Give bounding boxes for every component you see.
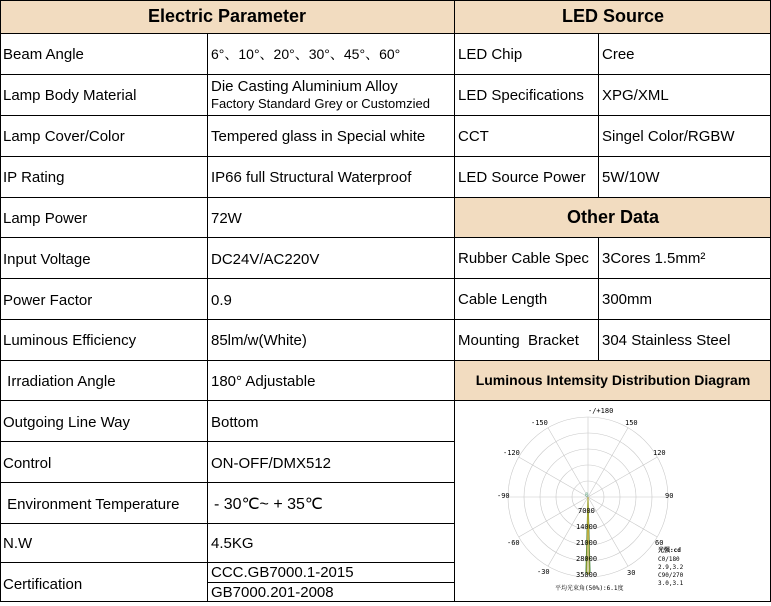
cct-value: Singel Color/RGBW <box>602 127 735 145</box>
body-material-line2: Factory Standard Grey or Customzied <box>211 96 430 111</box>
irradiation-value: 180° Adjustable <box>211 372 316 390</box>
nw-value: 4.5KG <box>211 535 254 552</box>
legend-unit: 光强:cd <box>658 547 681 554</box>
ring-label-28000: 28000 <box>576 555 598 563</box>
polar-spoke <box>519 457 588 497</box>
luminous-header-text: Luminous Intemsity Distribution Diagram <box>475 372 751 388</box>
bracket-value: 304 Stainless Steel <box>602 331 731 349</box>
polar-spoke <box>588 457 657 497</box>
polar-labels <box>497 407 684 592</box>
body-material-label: Lamp Body Material <box>3 86 137 104</box>
polar-spoke <box>588 428 628 497</box>
angle-label-neg90: -90 <box>497 492 510 500</box>
ring-label-21000: 21000 <box>576 539 598 547</box>
luminous-header <box>455 360 771 400</box>
power-factor-label: Power Factor <box>3 291 93 309</box>
voltage-value: DC24V/AC220V <box>211 250 320 268</box>
electric-header-text: Electric Parameter <box>147 6 307 26</box>
polar-spoke <box>548 428 588 497</box>
angle-label-neg120: -120 <box>503 449 520 457</box>
cover-value: Tempered glass in Special white <box>211 127 426 145</box>
outgoing-label: Outgoing Line Way <box>3 413 131 431</box>
env-temp-label: Environment Temperature <box>3 495 180 513</box>
ip-label: IP Rating <box>3 168 65 186</box>
power-factor-value: 0.9 <box>211 291 232 309</box>
led-source-header <box>455 0 771 33</box>
polar-diagram-svg <box>455 400 770 601</box>
led-spec-label: LED Specifications <box>458 86 584 104</box>
cert-value-1: CCC.GB7000.1-2015 <box>211 564 354 581</box>
angle-label-150: 150 <box>625 419 638 427</box>
cert-label: Certification <box>3 576 83 593</box>
efficiency-label: Luminous Efficiency <box>3 331 137 349</box>
ring-label-35000: 35000 <box>576 571 598 579</box>
angle-label-180: -/+180 <box>588 407 614 415</box>
beam-angle-value: 6°、10°、20°、30°、45°、60° <box>211 46 401 62</box>
angle-label-neg30: -30 <box>537 568 550 576</box>
power-label: Lamp Power <box>3 209 88 227</box>
power-value: 72W <box>211 209 242 227</box>
cable-spec-label: Rubber Cable Spec <box>458 249 589 267</box>
other-data-header-text: Other Data <box>566 206 660 227</box>
cover-label: Lamp Cover/Color <box>3 127 125 145</box>
ip-value: IP66 full Structural Waterproof <box>211 168 412 186</box>
led-chip-label: LED Chip <box>458 45 523 63</box>
nw-label: N.W <box>3 535 33 552</box>
ring-label-7000: 7000 <box>578 507 595 515</box>
cct-label: CCT <box>458 127 489 145</box>
angle-label-90: 90 <box>665 492 674 500</box>
led-source-header-text: LED Source <box>561 6 665 26</box>
ring-label-14000: 14000 <box>576 523 598 531</box>
cable-length-label: Cable Length <box>458 290 548 308</box>
beam-angle-label: Beam Angle <box>3 45 84 63</box>
control-label: Control <box>3 454 52 472</box>
angle-label-0: 0 <box>585 492 589 499</box>
led-power-value: 5W/10W <box>602 168 660 186</box>
other-data-header <box>455 197 771 237</box>
electric-header <box>0 0 454 33</box>
angle-label-neg150: -150 <box>531 419 548 427</box>
led-spec-value: XPG/XML <box>602 86 669 104</box>
angle-label-30: 30 <box>627 569 636 577</box>
led-chip-value: Cree <box>602 45 635 63</box>
cable-length-value: 300mm <box>602 290 653 308</box>
legend-c90-angle: 3.0,3.1 <box>658 580 684 587</box>
cert-value-2: GB7000.201-2008 <box>211 584 334 601</box>
polar-diagram <box>455 400 770 601</box>
led-power-label: LED Source Power <box>458 168 586 186</box>
legend-c0: C0/180 <box>658 556 680 563</box>
env-temp-value: - 30℃~ + 35℃ <box>214 496 323 513</box>
angle-label-120: 120 <box>653 449 666 457</box>
cable-spec-value: 3Cores 1.5mm² <box>602 249 706 267</box>
angle-label-60: 60 <box>655 539 664 547</box>
angle-label-neg60: -60 <box>507 539 520 547</box>
legend-c0-angle: 2.9,3.2 <box>658 564 684 571</box>
legend-c90: C90/270 <box>658 572 684 579</box>
polar-spoke <box>588 497 657 537</box>
voltage-label: Input Voltage <box>3 250 91 268</box>
irradiation-label: Irradiation Angle <box>3 372 116 390</box>
body-material-line1: Die Casting Aluminium Alloy <box>211 78 398 95</box>
body-material-value <box>208 75 454 115</box>
polar-spoke <box>519 497 588 537</box>
control-value: ON-OFF/DMX512 <box>211 454 332 472</box>
efficiency-value: 85lm/w(White) <box>211 331 307 349</box>
outgoing-value: Bottom <box>211 413 259 431</box>
bracket-label: Mounting Bracket <box>458 331 579 349</box>
diagram-caption: 平均光束角(50%):6.1度 <box>555 585 624 592</box>
